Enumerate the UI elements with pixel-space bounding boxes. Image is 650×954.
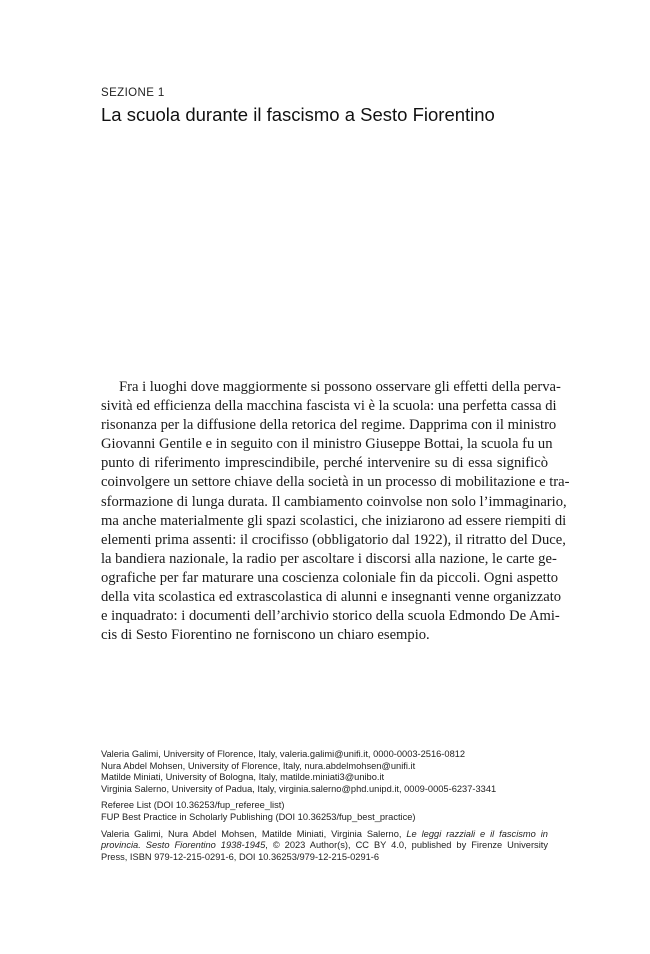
- author-line: Virginia Salerno, University of Padua, Italy, virginia.salerno@phd.unipd.it, 0009-0005-6237-3341: [101, 783, 497, 794]
- body-line: sività ed efficienza della macchina fascista vi è la scuola: una perfetta cassa di: [101, 398, 557, 415]
- body-line: coinvolgere un settore chiave della società in un processo di mobilitazione e tra-: [101, 474, 570, 491]
- author-line: Valeria Galimi, University of Florence, Italy, valeria.galimi@unifi.it, 0000-0003-2516-0812: [101, 749, 466, 759]
- body-line: e inquadrato: i documenti dell’archivio storico della scuola Edmondo De Ami-: [101, 608, 560, 625]
- referee-list-line: Referee List (DOI 10.36253/fup_referee_list): [101, 800, 285, 811]
- chapter-title: La scuola durante il fascismo a Sesto Fiorentino: [101, 104, 495, 125]
- section-label: SEZIONE 1: [101, 87, 165, 99]
- citation-line: [101, 840, 548, 852]
- citation-line: [101, 829, 548, 841]
- body-line: della vita scolastica ed extrascolastica di alunni e insegnanti venne organizzato: [101, 589, 562, 606]
- body-line: Giovanni Gentile e in seguito con il ministro Giuseppe Bottai, la scuola fu un: [101, 436, 553, 453]
- footer-block: [101, 749, 548, 863]
- author-line: Nura Abdel Mohsen, University of Florence, Italy, nura.abdelmohsen@unifi.it: [101, 760, 416, 771]
- body-line: risonanza per la diffusione della retorica del regime. Dapprima con il ministro: [101, 417, 557, 434]
- body-line: sformazione di lunga durata. Il cambiamento coinvolse non solo l’immaginario,: [101, 493, 567, 510]
- book-title-part1: Le leggi razziali e il fascismo in: [406, 828, 548, 839]
- citation: [101, 829, 548, 864]
- citation-license: , © 2023 Author(s), CC BY 4.0, published by Firenze University: [265, 840, 548, 851]
- body-line: la bandiera nazionale, la radio per ascoltare i discorsi alla nazione, le carte ge-: [101, 550, 557, 567]
- citation-authors: Valeria Galimi, Nura Abdel Mohsen, Matilde Miniati, Virginia Salerno,: [101, 828, 407, 839]
- body-line: cis di Sesto Fiorentino ne forniscono un chiaro esempio.: [101, 627, 430, 644]
- body-paragraph: [101, 378, 570, 645]
- best-practice-line: FUP Best Practice in Scholarly Publishing (DOI 10.36253/fup_best_practice): [101, 811, 416, 822]
- author-affiliations: [101, 749, 548, 795]
- body-line: ma anche materialmente gli spazi scolastici, che iniziarono ad essere riempiti di: [101, 512, 567, 529]
- book-title-part2: provincia. Sesto Fiorentino 1938-1945: [101, 840, 266, 851]
- body-line: Fra i luoghi dove maggiormente si possono osservare gli effetti della perva-: [119, 379, 561, 395]
- author-line: Matilde Miniati, University of Bologna, Italy, matilde.miniati3@unibo.it: [101, 772, 385, 783]
- citation-line: Press, ISBN 979-12-215-0291-6, DOI 10.36253/979-12-215-0291-6: [101, 851, 380, 862]
- body-line: punto di riferimento imprescindibile, perché intervenire su di essa significò: [101, 455, 548, 472]
- body-line: ografiche per far maturare una coscienza coloniale fin da piccoli. Ogni aspetto: [101, 569, 559, 586]
- body-line: elementi prima assenti: il crocifisso (obbligatorio dal 1922), il ritratto del Duce,: [101, 531, 566, 548]
